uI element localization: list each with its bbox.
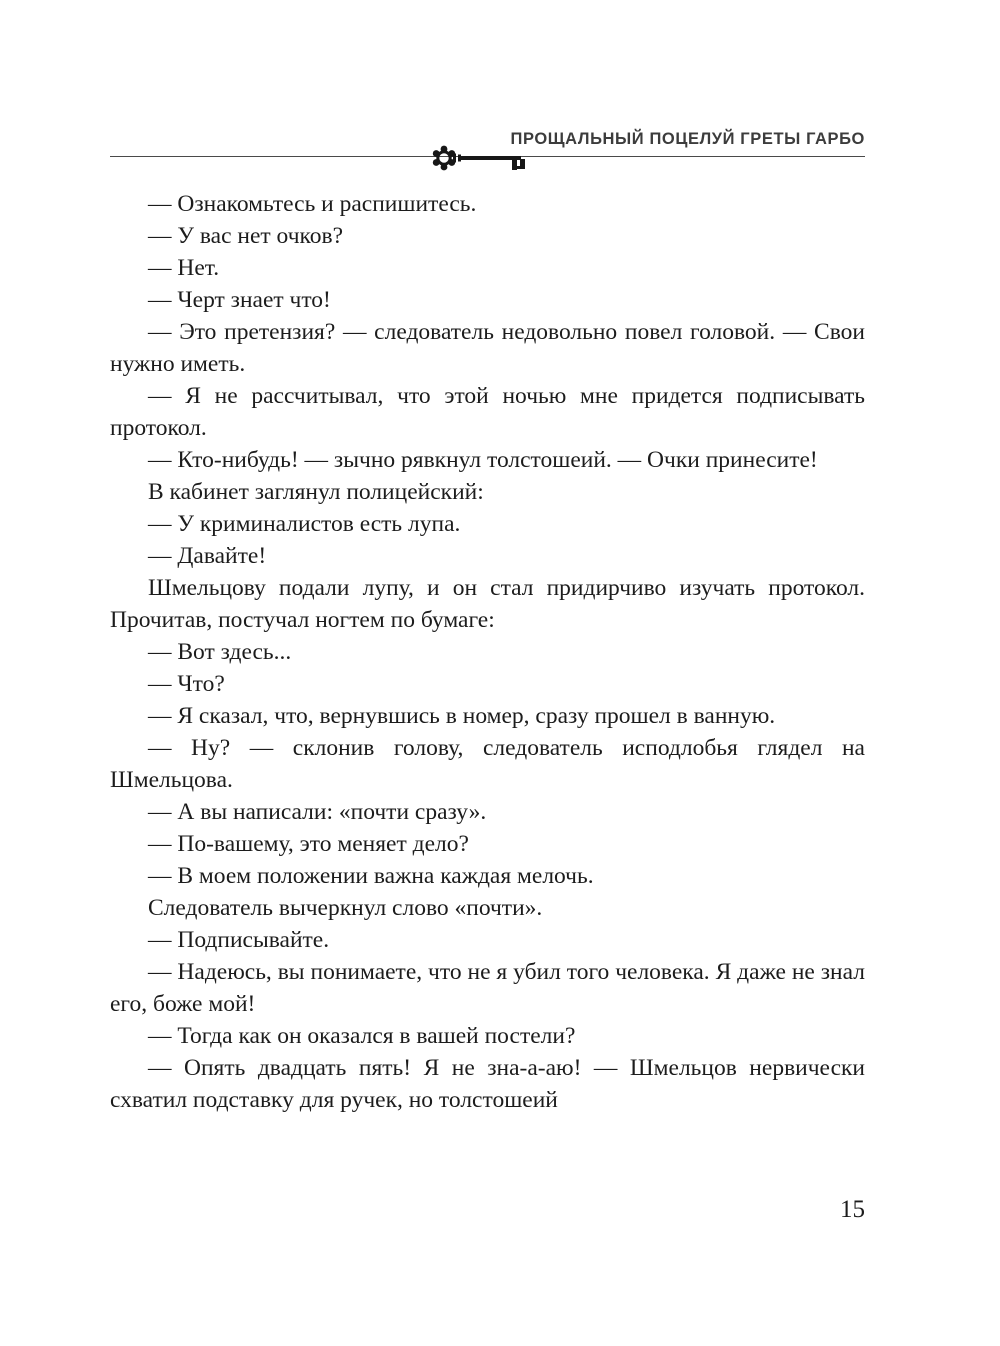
paragraph: — Надеюсь, вы понимаете, что не я убил того человека. Я даже не знал его, боже мой! — [110, 959, 865, 1017]
paragraph: — Давайте! — [148, 543, 267, 569]
paragraph: — У вас нет очков? — [148, 223, 344, 249]
page-number: 15 — [840, 1196, 865, 1223]
paragraph: — Ну? — склонив голову, следователь исподлобья глядел на Шмельцова. — [110, 735, 865, 793]
paragraph: — У криминалистов есть лупа. — [148, 511, 461, 537]
paragraph: — Что? — [148, 671, 225, 697]
body-text — [110, 188, 865, 1116]
paragraph: Шмельцову подали лупу, и он стал придирчиво изучать протокол. Прочитав, постучал ногтем по бумаге: — [110, 575, 865, 633]
paragraph: — По-вашему, это меняет дело? — [148, 831, 469, 857]
paragraph: — А вы написали: «почти сразу». — [148, 799, 487, 825]
running-title: ПРОЩАЛЬНЫЙ ПОЦЕЛУЙ ГРЕТЫ ГАРБО — [510, 130, 865, 148]
paragraph: — Это претензия? — следователь недовольно повел головой. — Свои нужно иметь. — [110, 319, 865, 377]
paragraph: — Кто-нибудь! — зычно рявкнул толстошеий. — Очки принесите! — [148, 447, 818, 473]
paragraph: — Черт знает что! — [148, 287, 331, 313]
page-header — [110, 130, 865, 157]
paragraph: — Нет. — [148, 255, 220, 281]
paragraph: — Подписывайте. — [148, 927, 330, 953]
header-divider — [110, 156, 865, 157]
key-icon — [428, 141, 538, 175]
paragraph: В кабинет заглянул полицейский: — [148, 479, 484, 505]
paragraph: — Вот здесь... — [148, 639, 292, 665]
paragraph: — Я сказал, что, вернувшись в номер, сразу прошел в ванную. — [148, 703, 776, 729]
paragraph: — Я не рассчитывал, что этой ночью мне придется подписывать протокол. — [110, 383, 865, 441]
paragraph: — В моем положении важна каждая мелочь. — [148, 863, 594, 889]
paragraph: — Ознакомьтесь и распишитесь. — [148, 191, 477, 217]
paragraph: — Тогда как он оказался в вашей постели? — [148, 1023, 576, 1049]
paragraph: — Опять двадцать пять! Я не зна-а-аю! — Шмельцов нервически схватил подставку для ручек, но толстошеий — [110, 1055, 865, 1113]
paragraph: Следователь вычеркнул слово «почти». — [148, 895, 543, 921]
